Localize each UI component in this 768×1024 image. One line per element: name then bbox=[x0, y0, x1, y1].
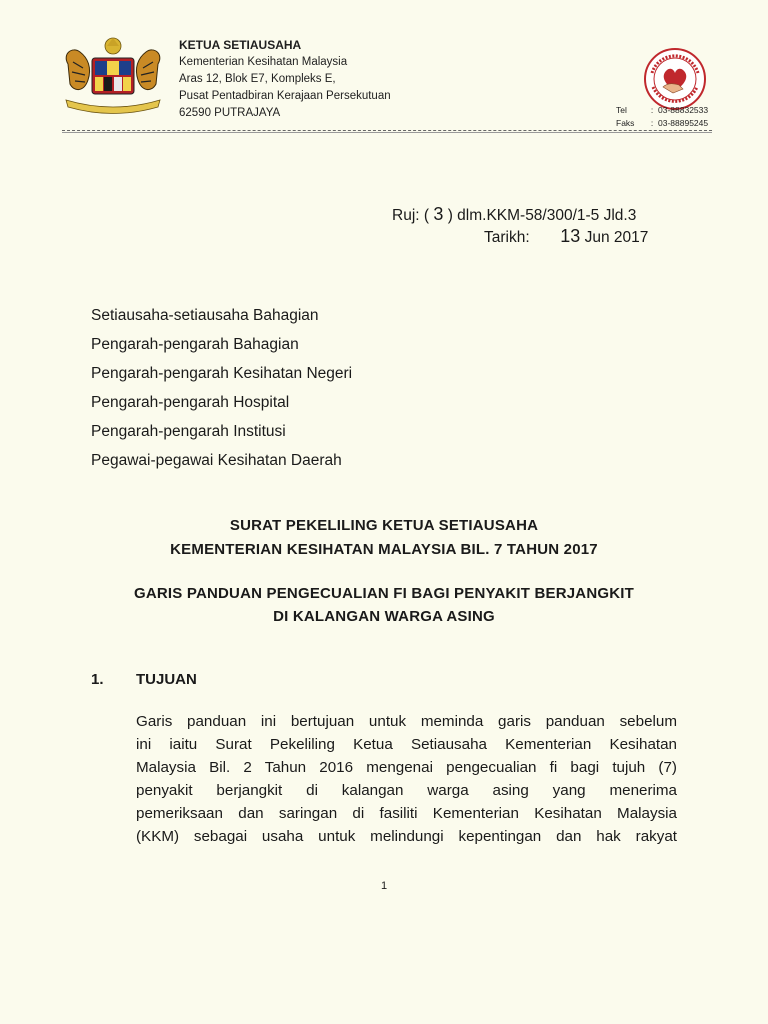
section-number: 1. bbox=[91, 671, 104, 688]
letterhead-line: Pusat Pentadbiran Kerajaan Persekutuan bbox=[179, 90, 391, 102]
recipient-list bbox=[91, 301, 352, 475]
paragraph-line: Garis panduan ini bertujuan untuk meminda garis panduan sebelum bbox=[136, 713, 677, 730]
ref-suffix: ) dlm.KKM-58/300/1-5 Jld.3 bbox=[447, 207, 637, 224]
circular-title-line-2: KEMENTERIAN KESIHATAN MALAYSIA BIL. 7 TAHUN 2017 bbox=[170, 541, 598, 558]
fax-value: 03-88895245 bbox=[658, 118, 709, 128]
ref-prefix: Ruj: ( bbox=[392, 207, 430, 224]
letterhead-address bbox=[179, 37, 391, 122]
letterhead-line: Kementerian Kesihatan Malaysia bbox=[179, 56, 348, 68]
page-number: 1 bbox=[380, 880, 388, 892]
recipient-item: Setiausaha-setiausaha Bahagian bbox=[91, 307, 319, 324]
paragraph-line: Malaysia Bil. 2 Tahun 2016 mengenai pengecualian fi bagi tujuh (7) bbox=[136, 759, 677, 776]
recipient-item: Pengarah-pengarah Hospital bbox=[91, 394, 290, 411]
fax-label: Faks bbox=[616, 118, 635, 128]
coat-of-arms-icon bbox=[58, 34, 168, 116]
paragraph-line: ini iaitu Surat Pekeliling Ketua Setiausaha Kementerian Kesihatan bbox=[136, 736, 677, 753]
paragraph-line: (KKM) sebagai usaha untuk melindungi kepentingan dan hak rakyat bbox=[136, 828, 677, 845]
letterhead-divider bbox=[62, 130, 712, 131]
section-paragraph bbox=[136, 710, 677, 848]
letterhead-title: KETUA SETIAUSAHA bbox=[179, 38, 302, 52]
recipient-item: Pengarah-pengarah Bahagian bbox=[91, 336, 299, 353]
recipient-item: Pegawai-pegawai Kesihatan Daerah bbox=[91, 452, 342, 469]
circular-title-line-1: SURAT PEKELILING KETUA SETIAUSAHA bbox=[229, 517, 539, 534]
guideline-title-line-2: DI KALANGAN WARGA ASING bbox=[273, 608, 495, 625]
paragraph-line: penyakit berjangkit di kalangan warga asing yang menerima bbox=[136, 782, 677, 799]
heart-hand-seal-icon bbox=[643, 47, 707, 111]
letterhead-divider bbox=[62, 132, 712, 133]
ref-handwritten-number: 3 bbox=[433, 204, 444, 224]
letterhead-line: Aras 12, Blok E7, Kompleks E, bbox=[179, 73, 336, 85]
section-heading: TUJUAN bbox=[136, 671, 197, 688]
coat-of-arms-logo bbox=[58, 34, 168, 116]
tel-value: 03-88832533 bbox=[658, 105, 709, 115]
guideline-title-line-1: GARIS PANDUAN PENGECUALIAN FI BAGI PENYAKIT BERJANGKIT bbox=[133, 585, 634, 602]
date-handwritten-day: 13 bbox=[560, 226, 581, 246]
date-month-year: Jun 2017 bbox=[584, 229, 649, 246]
date-label: Tarikh: bbox=[484, 229, 530, 246]
reference-number bbox=[392, 204, 636, 226]
ministry-seal-logo bbox=[643, 47, 707, 111]
tel-label: Tel bbox=[616, 105, 627, 115]
letterhead-line: 62590 PUTRAJAYA bbox=[179, 107, 281, 119]
recipient-item: Pengarah-pengarah Kesihatan Negeri bbox=[91, 365, 353, 382]
reference-date bbox=[484, 226, 648, 247]
paragraph-line: pemeriksaan dan saringan di fasiliti Kementerian Kesihatan Malaysia bbox=[136, 805, 677, 822]
contact-info: Tel : 03-88832533 Faks : 03-88895245 bbox=[616, 105, 709, 128]
recipient-item: Pengarah-pengarah Institusi bbox=[91, 423, 286, 440]
